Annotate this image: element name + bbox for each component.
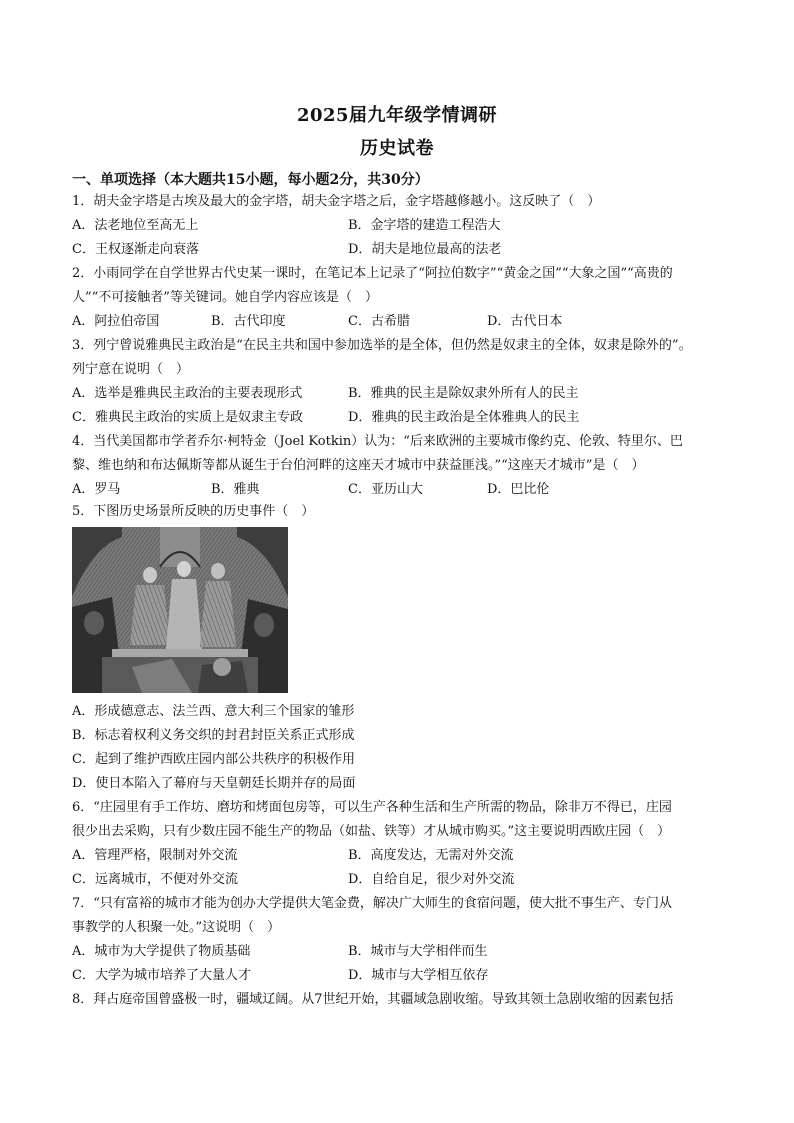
question-8-stem: 8．拜占庭帝国曾盛极一时，疆域辽阔。从7世纪开始，其疆域急剧收缩。导致其领土急剧收缩的因素包括	[72, 992, 674, 1007]
question-4-stem-line1: 4．当代美国都市学者乔尔·柯特金（Joel Kotkin）认为：“后来欧洲的主要城市像约克、伦敦、特里尔、巴	[72, 434, 683, 449]
question-6-stem-line2: 很少出去采购，只有少数庄园不能生产的物品（如盐、铁等）才从城市购买。”这主要说明西欧庄园（ ）	[72, 824, 671, 839]
question-5-option-b: B．标志着权利义务交织的封君封臣关系正式形成	[72, 728, 355, 743]
question-2-stem-line2: 人”“不可接触者”等关键词。她自学内容应该是（ ）	[72, 290, 378, 305]
question-1-stem: 1．胡夫金字塔是古埃及最大的金字塔，胡夫金字塔之后，金字塔越修越小。这反映了（ ）	[72, 194, 601, 209]
question-7-stem-line2: 事教学的人积聚一处。”这说明（ ）	[72, 920, 281, 935]
question-3-option-a: A．选举是雅典民主政治的主要表现形式	[72, 386, 303, 401]
exam-subtitle: 历史试卷	[360, 138, 434, 159]
question-6-stem-line1: 6．“庄园里有手工作坊、磨坊和烤面包房等，可以生产各种生活和生产所需的物品，除非万不得已，庄园	[72, 800, 672, 815]
question-3-option-d: D．雅典的民主政治是全体雅典人的民主	[348, 410, 580, 425]
question-3-option-b: B．雅典的民主是除奴隶外所有人的民主	[348, 386, 579, 401]
question-2-option-d: D．古代日本	[487, 314, 563, 329]
question-5-option-c: C．起到了维护西欧庄园内部公共秩序的积极作用	[72, 752, 355, 767]
exam-title: 2025届九年级学情调研	[296, 105, 498, 126]
question-2-stem-line1: 2．小雨同学在自学世界古代史某一课时，在笔记本上记录了“阿拉伯数字”“黄金之国”“大象之国”“高贵的	[72, 266, 673, 281]
question-6-option-c: C．远离城市，不便对外交流	[72, 872, 238, 887]
question-5-option-a: A．形成德意志、法兰西、意大利三个国家的雏形	[72, 704, 355, 719]
question-7-option-d: D．城市与大学相互依存	[348, 968, 489, 983]
historical-scene-engraving	[72, 527, 288, 693]
question-1-option-a: A．法老地位至高无上	[72, 218, 199, 233]
question-4-option-b: B．雅典	[211, 482, 260, 497]
question-7-option-a: A．城市为大学提供了物质基础	[72, 944, 251, 959]
question-3-stem-line1: 3．列宁曾说雅典民主政治是“在民主共和国中参加选举的是全体，但仍然是奴隶主的全体，奴隶是除外的”。	[72, 338, 692, 353]
question-4-option-a: A．罗马	[72, 482, 121, 497]
question-6-option-d: D．自给自足，很少对外交流	[348, 872, 515, 887]
question-6-option-b: B．高度发达，无需对外交流	[348, 848, 514, 863]
question-1-option-c: C．王权逐渐走向衰落	[72, 242, 199, 257]
question-4-stem-line2: 黎、维也纳和布达佩斯等都从诞生于台伯河畔的这座天才城市中获益匪浅。”“这座天才城市”是（ ）	[72, 458, 645, 473]
question-3-option-c: C．雅典民主政治的实质上是奴隶主专政	[72, 410, 303, 425]
question-5-stem: 5．下图历史场景所反映的历史事件（ ）	[72, 504, 315, 519]
question-1-option-b: B．金字塔的建造工程浩大	[348, 218, 501, 233]
question-7-option-c: C．大学为城市培养了大量人才	[72, 968, 251, 983]
question-3-stem-line2: 列宁意在说明（ ）	[72, 362, 190, 377]
question-6-option-a: A．管理严格，限制对外交流	[72, 848, 238, 863]
section-heading: 一、单项选择（本大题共15小题，每小题2分，共30分）	[72, 172, 429, 188]
question-7-stem-line1: 7．“只有富裕的城市才能为创办大学提供大笔金费，解决广大师生的食宿问题，使大批不事生产、专门从	[72, 896, 672, 911]
question-1-option-d: D．胡夫是地位最高的法老	[348, 242, 502, 257]
question-2-option-a: A．阿拉伯帝国	[72, 314, 160, 329]
question-7-option-b: B．城市与大学相伴而生	[348, 944, 488, 959]
question-2-option-b: B．古代印度	[211, 314, 286, 329]
question-4-option-d: D．巴比伦	[487, 482, 550, 497]
question-2-option-c: C．古希腊	[348, 314, 410, 329]
question-4-option-c: C．亚历山大	[348, 482, 423, 497]
question-5-option-d: D．使日本陷入了幕府与天皇朝廷长期并存的局面	[72, 776, 356, 791]
